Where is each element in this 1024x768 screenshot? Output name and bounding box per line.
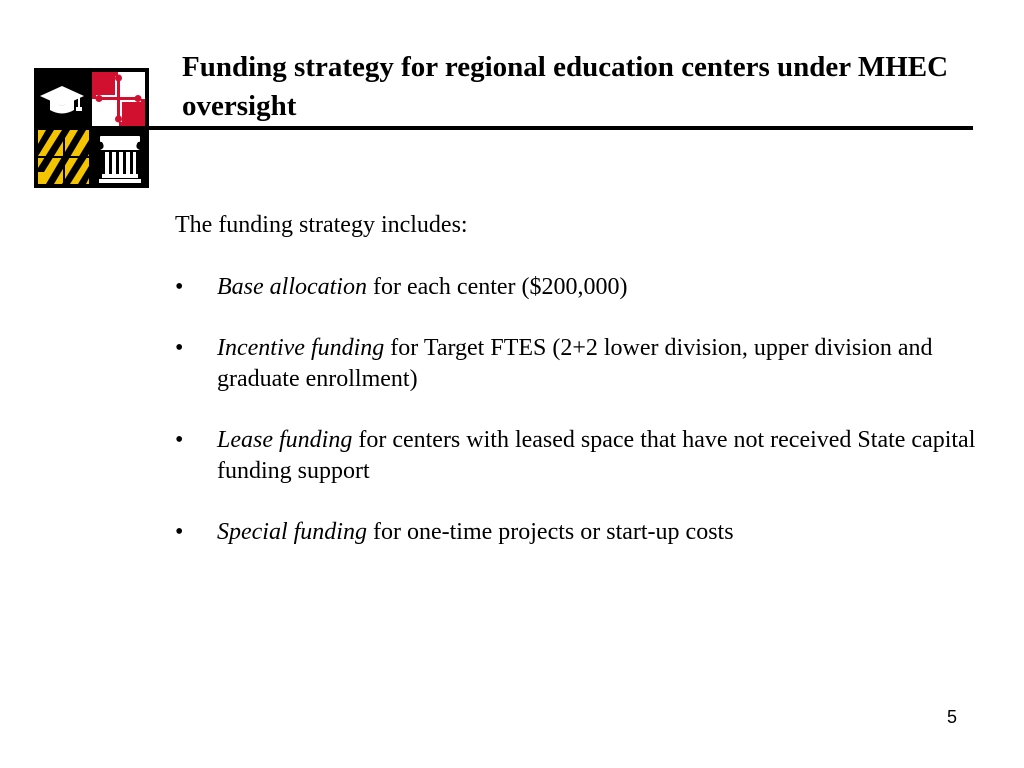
list-item-special-funding <box>175 517 985 548</box>
title-underline <box>148 126 973 130</box>
list-item-lease-funding <box>175 425 985 487</box>
bullet-text: for Target FTES (2+2 lower division, upper division and graduate enrollment) <box>217 335 933 392</box>
list-item-incentive-funding <box>175 333 985 395</box>
bullet-text: for centers with leased space that have not received State capital funding support <box>217 427 976 484</box>
bullet-term: Incentive funding <box>217 335 385 361</box>
mhec-logo <box>34 68 149 188</box>
bullet-text: for one-time projects or start-up costs <box>366 519 734 545</box>
list-item-base-allocation <box>175 272 985 303</box>
funding-list <box>175 272 985 578</box>
column-icon <box>99 136 141 183</box>
bullet-icon: • <box>175 427 184 453</box>
maryland-cross-icon <box>92 72 145 126</box>
maryland-banner-icon <box>38 130 89 184</box>
bullet-text: for each center ($200,000) <box>366 274 628 300</box>
slide-title: Funding strategy for regional education centers under MHEC oversight <box>182 51 949 122</box>
bullet-icon: • <box>175 335 184 361</box>
page-number: 5 <box>947 707 958 727</box>
intro-text: The funding strategy includes: <box>175 212 468 238</box>
bullet-icon: • <box>175 274 184 300</box>
bullet-term: Special funding <box>217 519 367 545</box>
bullet-icon: • <box>175 519 184 545</box>
bullet-term: Base allocation <box>217 274 367 300</box>
bullet-term: Lease funding <box>217 427 353 453</box>
